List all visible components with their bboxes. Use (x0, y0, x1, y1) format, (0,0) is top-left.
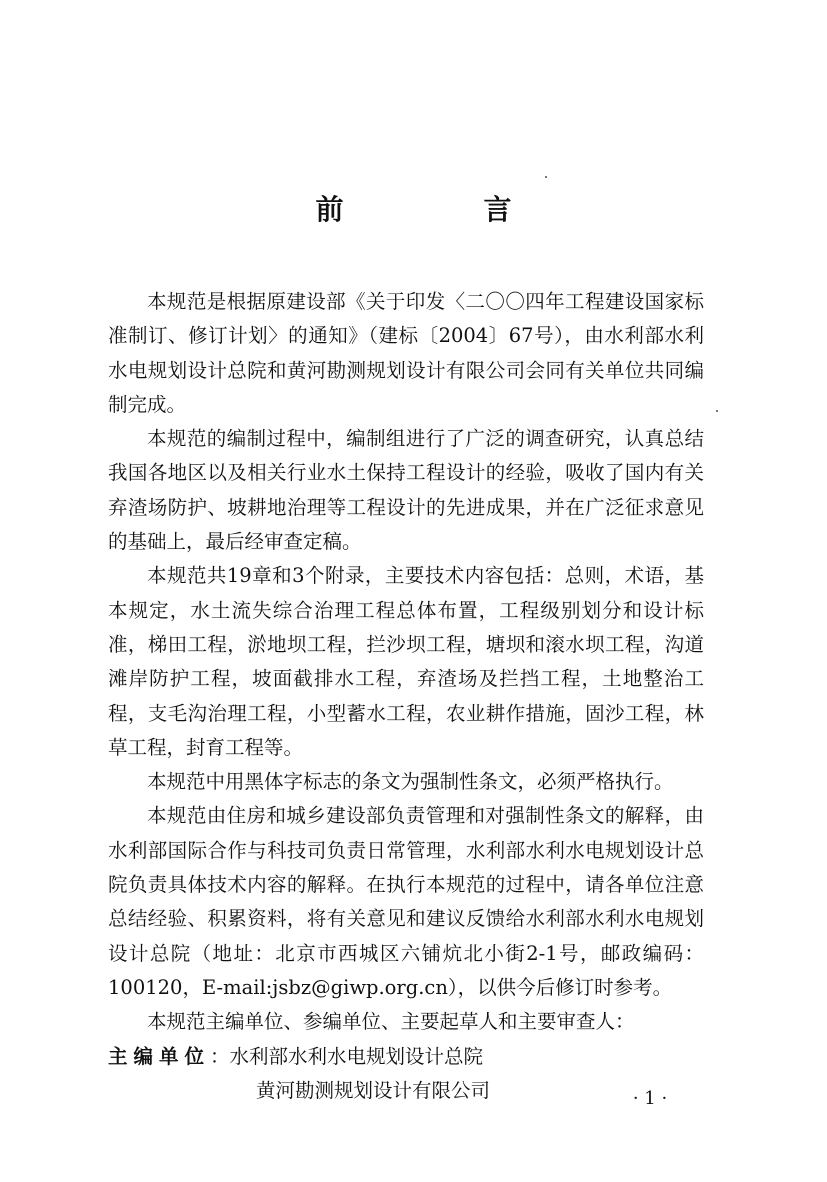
chief-editor-unit: 水利部水利水电规划设计总院 (229, 1044, 484, 1068)
preface-paragraph: 本规范主编单位、参编单位、主要起草人和主要审查人： (147, 1010, 635, 1034)
preface-paragraph: 本规范共19章和3个附录，主要技术内容包括：总则，术语，基本规定，水土流失综合治理工程总体布置，工程级别划分和设计标准，梯田工程，淤地坝工程，拦沙坝工程，塘坝和滚水坝工程，沟道滩岸防护工程，坡面截排水工程，弃渣场及拦挡工程，土地整治工程，支毛沟治理工程，小型蓄水工程，农业耕作措施，固沙工程，林草工程，封育工程等。 (108, 564, 704, 759)
preface-paragraph: 本规范由住房和城乡建设部负责管理和对强制性条文的解释，由水利部国际合作与科技司负责日常管理，水利部水利水电规划设计总院负责具体技术内容的解释。在执行本规范的过程中，请各单位注意总结经验、积累资料，将有关意见和建议反馈给水利部水利水电规划设计总院（地址：北京市西城区六铺炕北小街2-1号，邮政编码：100120，E-mail:jsbz@giwp.org.cn），以供今后修订时参考。 (108, 804, 704, 999)
chief-editor-row (108, 1040, 704, 1074)
page-number: · 1 · (632, 1088, 668, 1109)
chief-editor-colon: ： (210, 1044, 230, 1068)
chief-editor-unit: 黄河勘测规划设计有限公司 (256, 1078, 491, 1102)
chief-editor-label: 主编单位 (108, 1044, 211, 1068)
preface-body (108, 285, 704, 1108)
preface-paragraph: 本规范是根据原建设部《关于印发〈二〇〇四年工程建设国家标准制订、修订计划〉的通知》（建标〔2004〕67号），由水利部水利水电规划设计总院和黄河勘测规划设计有限公司会同有关单位共同编制完成。 (108, 290, 704, 416)
preface-paragraph: 本规范中用黑体字标志的条文为强制性条文，必须严格执行。 (147, 770, 674, 794)
scan-speck (716, 410, 718, 412)
page-title: 前 言 (315, 193, 568, 226)
scan-speck (545, 176, 547, 178)
preface-paragraph: 本规范的编制过程中，编制组进行了广泛的调查研究，认真总结我国各地区以及相关行业水土保持工程设计的经验，吸收了国内有关弃渣场防护、坡耕地治理等工程设计的先进成果，并在广泛征求意见的基础上，最后经审查定稿。 (108, 427, 704, 554)
